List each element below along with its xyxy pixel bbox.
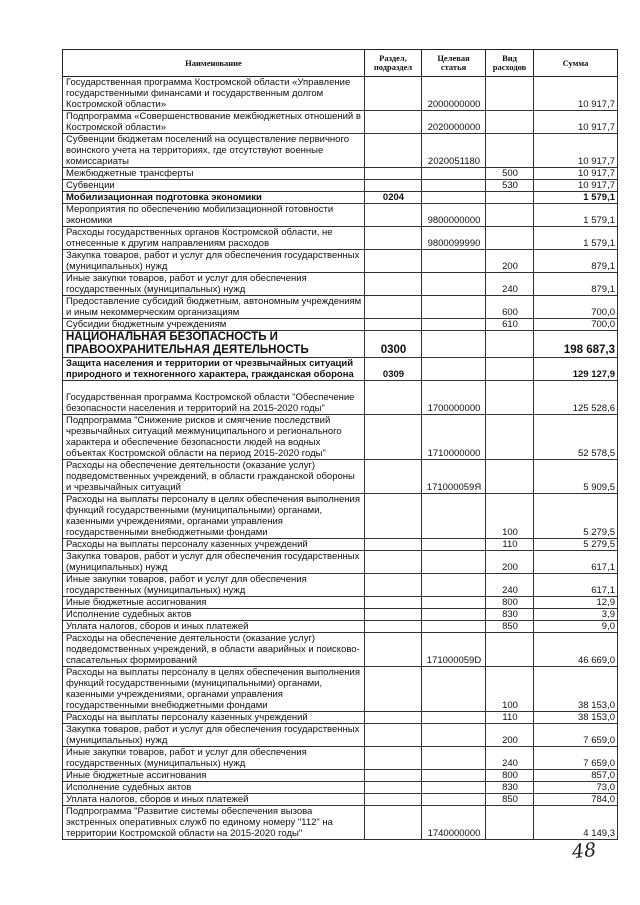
header-target: Целевая статья [422, 50, 486, 77]
sum-cell: 9,0 [534, 621, 618, 633]
name-cell: Мобилизационная подготовка экономики [63, 192, 365, 204]
target-cell: 171000059D [422, 633, 486, 667]
type-cell: 100 [486, 494, 534, 539]
name-cell: Субсидии бюджетным учреждениям [63, 319, 365, 331]
header-name: Наименование [63, 50, 365, 77]
section-cell [365, 539, 422, 551]
target-cell [422, 574, 486, 597]
sum-cell: 10 917,7 [534, 168, 618, 180]
type-cell [486, 358, 534, 381]
target-cell [422, 724, 486, 747]
table-row [63, 609, 618, 621]
target-cell [422, 770, 486, 782]
section-cell [365, 111, 422, 134]
name-cell: Подпрограмма "Снижение рисков и смягчение последствий чрезвычайных ситуаций межмуниципального и регионального характера и обеспечение безопасности людей на водных объектах Костромской области на период 2015-2020 годы" [63, 415, 365, 460]
target-cell [422, 273, 486, 296]
table-body [63, 77, 618, 840]
type-cell: 850 [486, 621, 534, 633]
section-cell [365, 712, 422, 724]
section-cell [365, 724, 422, 747]
section-cell [365, 597, 422, 609]
target-cell: 9800000000 [422, 204, 486, 227]
sum-cell: 784,0 [534, 794, 618, 806]
section-cell [365, 794, 422, 806]
sum-cell: 38 153,0 [534, 667, 618, 712]
type-cell: 800 [486, 770, 534, 782]
sum-cell: 617,1 [534, 574, 618, 597]
table-row [63, 574, 618, 597]
table-row [63, 724, 618, 747]
type-cell: 100 [486, 667, 534, 712]
sum-cell: 12,9 [534, 597, 618, 609]
sum-cell: 879,1 [534, 273, 618, 296]
section-cell [365, 551, 422, 574]
table-row [63, 794, 618, 806]
sum-cell: 52 578,5 [534, 415, 618, 460]
target-cell [422, 712, 486, 724]
table-row [63, 180, 618, 192]
page-number: 48 [570, 838, 598, 864]
type-cell: 830 [486, 609, 534, 621]
table-row [63, 192, 618, 204]
sum-cell: 73,0 [534, 782, 618, 794]
type-cell [486, 415, 534, 460]
sum-cell: 10 917,7 [534, 134, 618, 168]
table-row [63, 621, 618, 633]
target-cell [422, 551, 486, 574]
table-row [63, 633, 618, 667]
table-row [63, 415, 618, 460]
target-cell [422, 296, 486, 319]
type-cell: 110 [486, 712, 534, 724]
sum-cell: 1 579,1 [534, 192, 618, 204]
target-cell: 1740000000 [422, 806, 486, 840]
section-cell [365, 633, 422, 667]
type-cell: 110 [486, 539, 534, 551]
name-cell: Субвенции бюджетам поселений на осуществление первичного воинского учета на территориях, где отсутствуют военные комиссариаты [63, 134, 365, 168]
type-cell: 500 [486, 168, 534, 180]
name-cell: Иные закупки товаров, работ и услуг для обеспечения государственных (муниципальных) нужд [63, 273, 365, 296]
section-cell [365, 415, 422, 460]
name-cell: Межбюджетные трансферты [63, 168, 365, 180]
type-cell [486, 381, 534, 415]
name-cell: Иные закупки товаров, работ и услуг для обеспечения государственных (муниципальных) нужд [63, 574, 365, 597]
target-cell: 9800099990 [422, 227, 486, 250]
target-cell [422, 539, 486, 551]
sum-cell: 198 687,3 [534, 331, 618, 358]
name-cell: Расходы на выплаты персоналу казенных учреждений [63, 712, 365, 724]
section-cell: 0204 [365, 192, 422, 204]
name-cell: Исполнение судебных актов [63, 609, 365, 621]
section-cell [365, 460, 422, 494]
target-cell [422, 494, 486, 539]
target-cell [422, 331, 486, 358]
sum-cell: 129 127,9 [534, 358, 618, 381]
sum-cell: 1 579,1 [534, 204, 618, 227]
section-cell [365, 747, 422, 770]
target-cell: 2020051180 [422, 134, 486, 168]
target-cell [422, 180, 486, 192]
sum-cell: 857,0 [534, 770, 618, 782]
section-cell [365, 319, 422, 331]
budget-table [62, 49, 618, 840]
name-cell: Государственная программа Костромской области "Обеспечение безопасности населения и территорий на 2015-2020 годы" [63, 381, 365, 415]
name-cell: Иные закупки товаров, работ и услуг для обеспечения государственных (муниципальных) нужд [63, 747, 365, 770]
name-cell: Расходы на выплаты персоналу в целях обеспечения выполнения функций государственными (муниципальными) органами, казенными учреждениями, органами управления государственными внебюджетными фондами [63, 667, 365, 712]
section-cell [365, 621, 422, 633]
name-cell: Подпрограмма «Совершенствование межбюджетных отношений в Костромской области» [63, 111, 365, 134]
type-cell: 200 [486, 250, 534, 273]
table-row [63, 319, 618, 331]
name-cell: Уплата налогов, сборов и иных платежей [63, 621, 365, 633]
table-row [63, 168, 618, 180]
type-cell: 240 [486, 747, 534, 770]
target-cell [422, 250, 486, 273]
type-cell: 200 [486, 551, 534, 574]
type-cell: 600 [486, 296, 534, 319]
target-cell [422, 192, 486, 204]
section-cell: 0309 [365, 358, 422, 381]
sum-cell: 5 909,5 [534, 460, 618, 494]
section-cell [365, 273, 422, 296]
section-cell [365, 806, 422, 840]
section-cell [365, 609, 422, 621]
table-row [63, 460, 618, 494]
sum-cell: 125 528,6 [534, 381, 618, 415]
target-cell [422, 597, 486, 609]
table-row [63, 667, 618, 712]
sum-cell: 1 579,1 [534, 227, 618, 250]
section-cell [365, 381, 422, 415]
target-cell [422, 358, 486, 381]
sum-cell: 3,9 [534, 609, 618, 621]
type-cell [486, 111, 534, 134]
table-row [63, 712, 618, 724]
table-row [63, 250, 618, 273]
name-cell: Иные бюджетные ассигнования [63, 770, 365, 782]
section-cell [365, 204, 422, 227]
table-row [63, 770, 618, 782]
sum-cell: 700,0 [534, 296, 618, 319]
table-row [63, 806, 618, 840]
section-cell [365, 227, 422, 250]
table-row [63, 227, 618, 250]
name-cell: Расходы государственных органов Костромской области, не отнесенные к другим направлениям расходов [63, 227, 365, 250]
name-cell: НАЦИОНАЛЬНАЯ БЕЗОПАСНОСТЬ И ПРАВООХРАНИТЕЛЬНАЯ ДЕЯТЕЛЬНОСТЬ [63, 331, 365, 358]
name-cell: Исполнение судебных актов [63, 782, 365, 794]
type-cell: 850 [486, 794, 534, 806]
target-cell [422, 782, 486, 794]
type-cell: 240 [486, 574, 534, 597]
target-cell [422, 319, 486, 331]
table-row [63, 782, 618, 794]
type-cell [486, 192, 534, 204]
type-cell [486, 331, 534, 358]
section-cell [365, 180, 422, 192]
type-cell [486, 227, 534, 250]
table-row [63, 747, 618, 770]
target-cell [422, 747, 486, 770]
section-cell [365, 574, 422, 597]
sum-cell: 7 659,0 [534, 724, 618, 747]
section-cell [365, 770, 422, 782]
table-row [63, 358, 618, 381]
sum-cell: 879,1 [534, 250, 618, 273]
name-cell: Расходы на выплаты персоналу казенных учреждений [63, 539, 365, 551]
sum-cell: 7 659,0 [534, 747, 618, 770]
sum-cell: 700,0 [534, 319, 618, 331]
type-cell: 240 [486, 273, 534, 296]
sum-cell: 10 917,7 [534, 77, 618, 111]
table-row [63, 551, 618, 574]
section-cell [365, 77, 422, 111]
name-cell: Закупка товаров, работ и услуг для обеспечения государственных (муниципальных) нужд [63, 724, 365, 747]
sum-cell: 38 153,0 [534, 712, 618, 724]
name-cell: Иные бюджетные ассигнования [63, 597, 365, 609]
table-row [63, 204, 618, 227]
target-cell: 171000059Я [422, 460, 486, 494]
type-cell [486, 806, 534, 840]
name-cell: Государственная программа Костромской области «Управление государственными финансами и государственным долгом Костромской области» [63, 77, 365, 111]
type-cell [486, 460, 534, 494]
table-row [63, 494, 618, 539]
name-cell: Субвенции [63, 180, 365, 192]
name-cell: Предоставление субсидий бюджетным, автономным учреждениям и иным некоммерческим организациям [63, 296, 365, 319]
sum-cell: 10 917,7 [534, 180, 618, 192]
table-header [63, 50, 618, 77]
type-cell: 610 [486, 319, 534, 331]
target-cell [422, 609, 486, 621]
type-cell: 800 [486, 597, 534, 609]
table-row [63, 296, 618, 319]
sum-cell: 5 279,5 [534, 494, 618, 539]
target-cell [422, 168, 486, 180]
name-cell: Закупка товаров, работ и услуг для обеспечения государственных (муниципальных) нужд [63, 250, 365, 273]
type-cell: 830 [486, 782, 534, 794]
table-row [63, 273, 618, 296]
type-cell: 530 [486, 180, 534, 192]
section-cell [365, 250, 422, 273]
name-cell: Расходы на обеспечение деятельности (оказание услуг) подведомственных учреждений, в области гражданской обороны и чрезвычайных ситуаций [63, 460, 365, 494]
section-cell [365, 782, 422, 794]
sum-cell: 617,1 [534, 551, 618, 574]
sum-cell: 5 279,5 [534, 539, 618, 551]
name-cell: Закупка товаров, работ и услуг для обеспечения государственных (муниципальных) нужд [63, 551, 365, 574]
type-cell [486, 633, 534, 667]
target-cell: 2020000000 [422, 111, 486, 134]
section-cell: 0300 [365, 331, 422, 358]
section-cell [365, 168, 422, 180]
type-cell [486, 77, 534, 111]
target-cell [422, 667, 486, 712]
table-row [63, 111, 618, 134]
type-cell: 200 [486, 724, 534, 747]
table-row [63, 77, 618, 111]
target-cell: 1710000000 [422, 415, 486, 460]
header-sum: Сумма [534, 50, 618, 77]
header-type: Вид расходов [486, 50, 534, 77]
name-cell: Уплата налогов, сборов и иных платежей [63, 794, 365, 806]
name-cell: Подпрограмма "Развитие системы обеспечения вызова экстренных оперативных служб по единому номеру "112" на территории Костромской области на 2015-2020 годы" [63, 806, 365, 840]
type-cell [486, 134, 534, 168]
target-cell [422, 794, 486, 806]
name-cell: Защита населения и территории от чрезвычайных ситуаций природного и техногенного характера, гражданская оборона [63, 358, 365, 381]
table-row [63, 134, 618, 168]
table-row [63, 381, 618, 415]
section-cell [365, 134, 422, 168]
name-cell: Расходы на выплаты персоналу в целях обеспечения выполнения функций государственными (муниципальными) органами, казенными учреждениями, органами управления государственными внебюджетными фондами [63, 494, 365, 539]
name-cell: Расходы на обеспечение деятельности (оказание услуг) подведомственных учреждений, в области аварийных и поисково-спасательных формирований [63, 633, 365, 667]
target-cell: 1700000000 [422, 381, 486, 415]
table-row [63, 331, 618, 358]
section-cell [365, 667, 422, 712]
target-cell [422, 621, 486, 633]
sum-cell: 46 669,0 [534, 633, 618, 667]
header-section: Раздел, подраздел [365, 50, 422, 77]
sum-cell: 10 917,7 [534, 111, 618, 134]
sum-cell: 4 149,3 [534, 806, 618, 840]
section-cell [365, 494, 422, 539]
target-cell: 2000000000 [422, 77, 486, 111]
section-cell [365, 296, 422, 319]
table-row [63, 597, 618, 609]
table-row [63, 539, 618, 551]
type-cell [486, 204, 534, 227]
name-cell: Мероприятия по обеспечению мобилизационной готовности экономики [63, 204, 365, 227]
